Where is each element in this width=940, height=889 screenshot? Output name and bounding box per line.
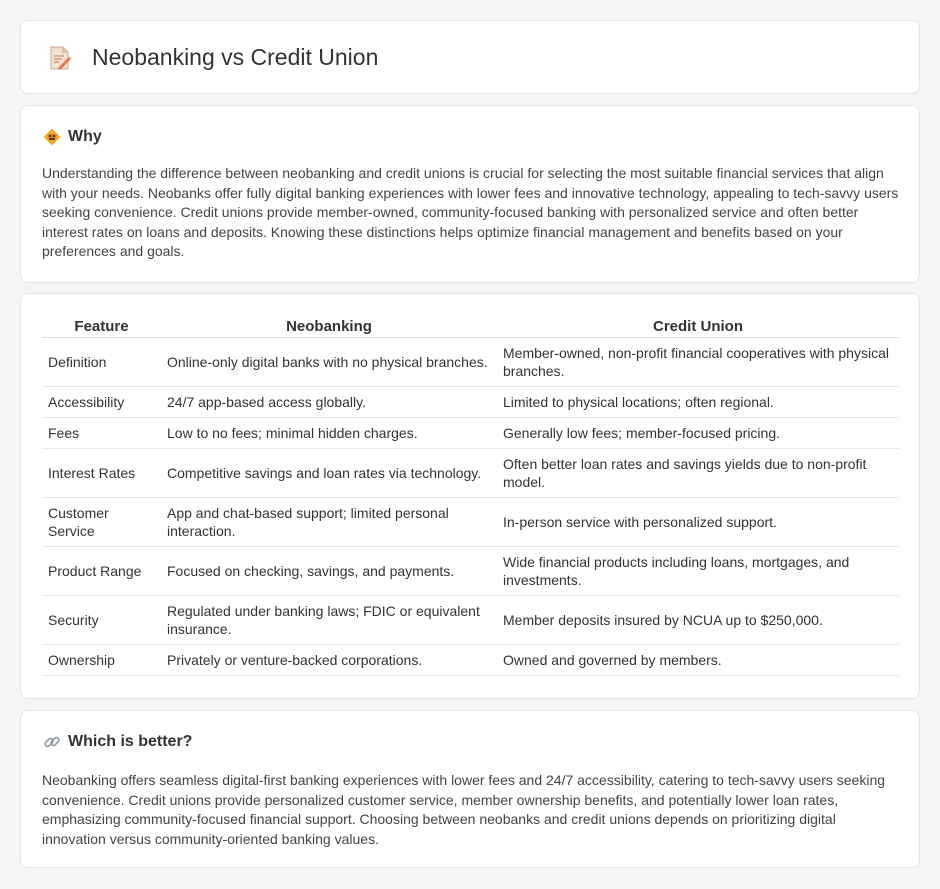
feature-cell: Security [42, 596, 161, 645]
header-credit-union: Credit Union [497, 315, 899, 338]
neobanking-cell: Regulated under banking laws; FDIC or equivalent insurance. [161, 596, 497, 645]
credit-union-cell: Wide financial products including loans, mortgages, and investments. [497, 547, 899, 596]
why-text: Understanding the difference between neobanking and credit unions is crucial for selecting the most suitable financial services that align with your needs. Neobanks offer fully digital banking experiences with lower fees and innovative technology, appealing to tech-savvy users seeking convenience. Credit unions provide member-owned, community-focused banking with personalized service and often better interest rates on loans and deposits. Knowing these distinctions helps optimize financial management and benefits based on your preferences and goals. [42, 165, 899, 260]
table-row [42, 498, 899, 547]
better-text: Neobanking offers seamless digital-first banking experiences with lower fees and 24/7 accessibility, catering to tech-savvy users seeking convenience. Credit unions provide personalized customer service, member ownership benefits, and potentially lower loan rates, emphasizing community-focused financial support. Choosing between neobanks and credit unions depends on prioritizing digital innovation versus community-oriented banking values. [42, 772, 886, 847]
document-pencil-icon [47, 45, 73, 71]
neobanking-cell: Focused on checking, savings, and payments. [161, 547, 497, 596]
table-row [42, 547, 899, 596]
neobanking-cell: App and chat-based support; limited personal interaction. [161, 498, 497, 547]
credit-union-cell: Often better loan rates and savings yields due to non-profit model. [497, 449, 899, 498]
comparison-card [20, 293, 920, 699]
credit-union-cell: Owned and governed by members. [497, 645, 899, 676]
comparison-table [42, 315, 899, 676]
neobanking-cell: Privately or venture-backed corporations. [161, 645, 497, 676]
road-sign-icon [43, 128, 61, 146]
feature-cell: Customer Service [42, 498, 161, 547]
neobanking-cell: Competitive savings and loan rates via technology. [161, 449, 497, 498]
better-heading: Which is better? [68, 733, 193, 750]
page-title: Neobanking vs Credit Union [92, 44, 379, 70]
credit-union-cell: Limited to physical locations; often regional. [497, 387, 899, 418]
title-card [20, 20, 920, 94]
credit-union-cell: Member-owned, non-profit financial cooperatives with physical branches. [497, 338, 899, 387]
why-header [43, 128, 102, 146]
better-header [43, 733, 192, 751]
header-neobanking: Neobanking [161, 315, 497, 338]
table-row [42, 418, 899, 449]
feature-cell: Ownership [42, 645, 161, 676]
credit-union-cell: Generally low fees; member-focused pricing. [497, 418, 899, 449]
feature-cell: Product Range [42, 547, 161, 596]
table-row [42, 387, 899, 418]
table-row [42, 338, 899, 387]
why-heading: Why [68, 128, 102, 145]
link-icon [43, 733, 61, 751]
credit-union-cell: Member deposits insured by NCUA up to $250,000. [497, 596, 899, 645]
neobanking-cell: Online-only digital banks with no physical branches. [161, 338, 497, 387]
which-is-better-section [20, 710, 920, 868]
neobanking-cell: Low to no fees; minimal hidden charges. [161, 418, 497, 449]
table-row [42, 596, 899, 645]
table-header-row [42, 315, 899, 338]
header-feature: Feature [42, 315, 161, 338]
neobanking-cell: 24/7 app-based access globally. [161, 387, 497, 418]
feature-cell: Definition [42, 338, 161, 387]
feature-cell: Fees [42, 418, 161, 449]
feature-cell: Interest Rates [42, 449, 161, 498]
credit-union-cell: In-person service with personalized support. [497, 498, 899, 547]
feature-cell: Accessibility [42, 387, 161, 418]
why-section [20, 105, 920, 283]
table-row [42, 645, 899, 676]
table-row [42, 449, 899, 498]
